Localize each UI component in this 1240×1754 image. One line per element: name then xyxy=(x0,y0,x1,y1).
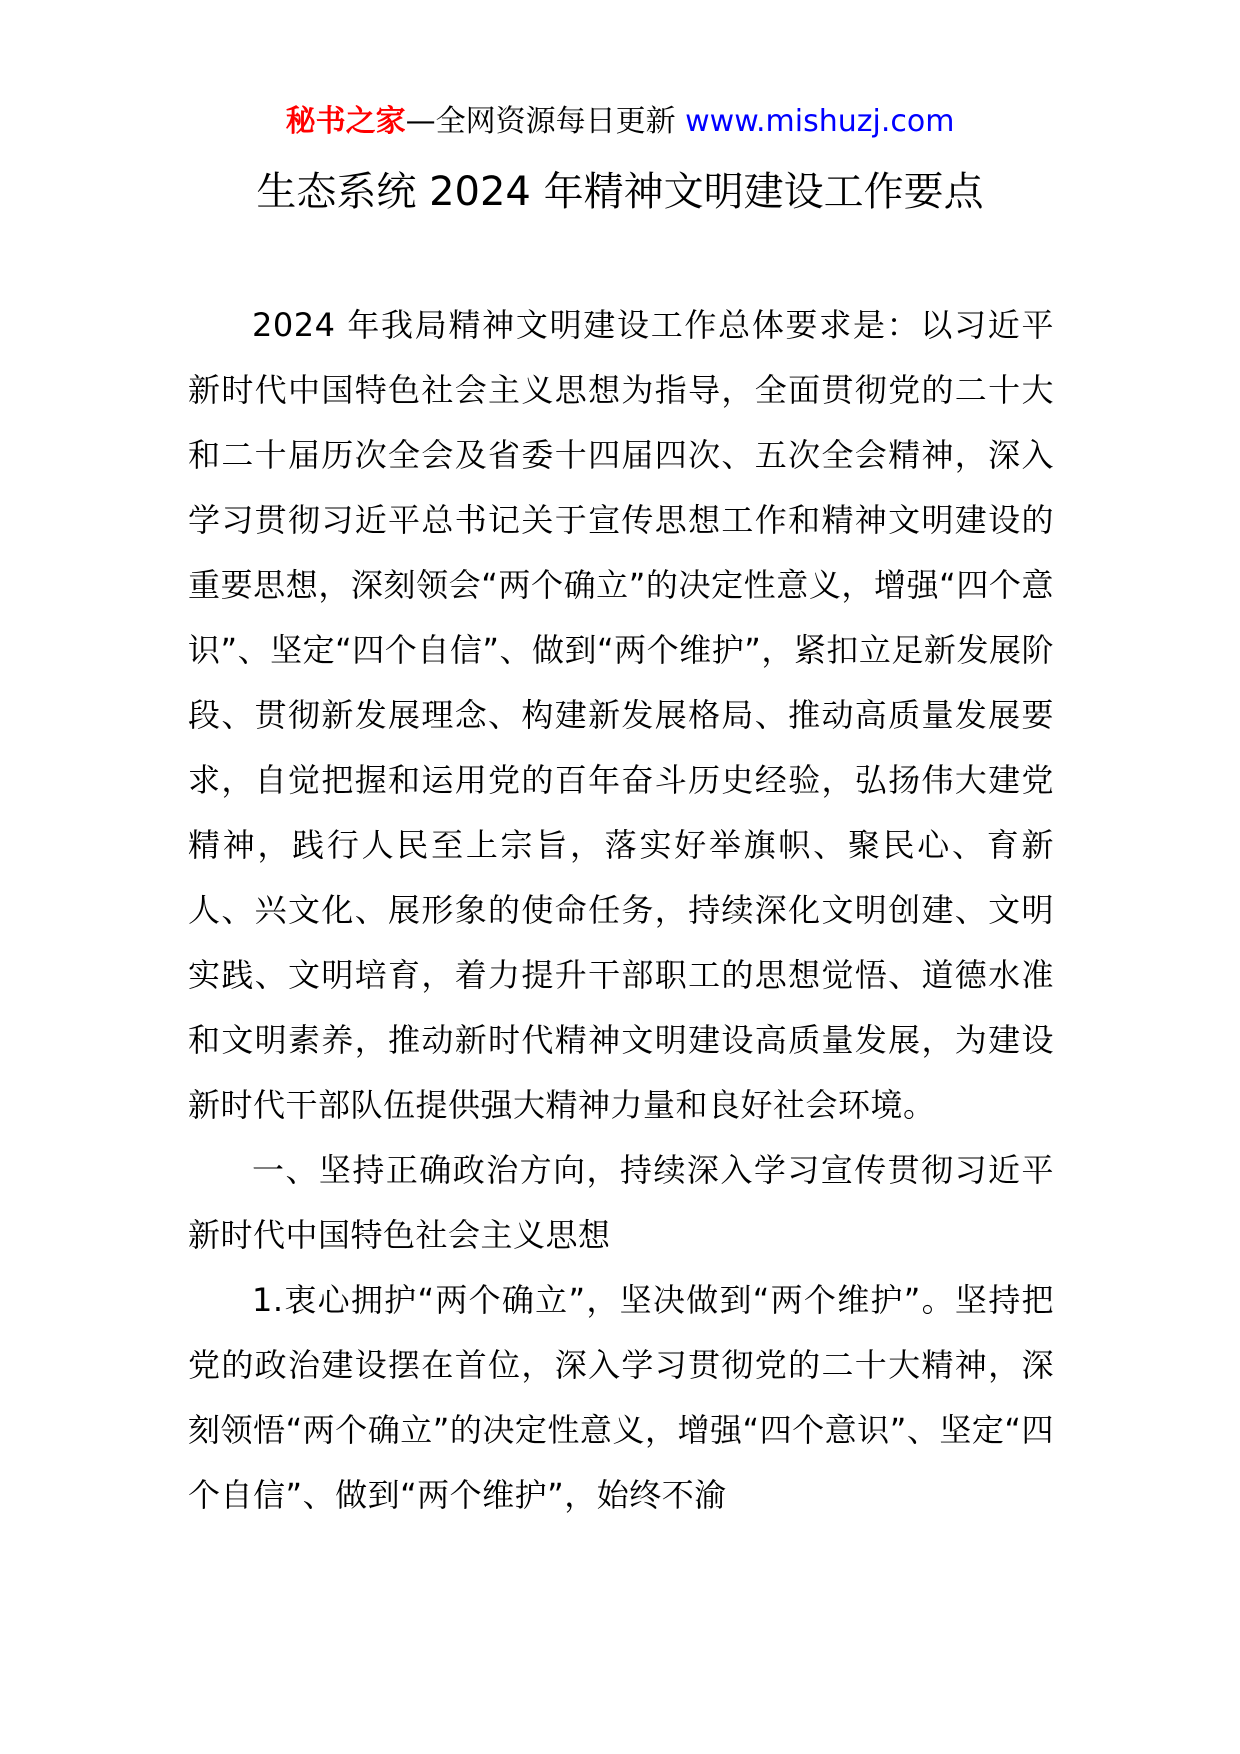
site-url-link[interactable]: www.mishuzj.com xyxy=(685,104,955,139)
item-paragraph-1: 1.衷心拥护“两个确立”，坚决做到“两个维护”。坚持把党的政治建设摆在首位，深入学习贯彻党的二十大精神，深刻领悟“两个确立”的决定性意义，增强“四个意识”、坚定“四个自信”、做到“两个维护”，始终不渝 xyxy=(188,1281,1054,1514)
section-heading-1: 一、坚持正确政治方向，持续深入学习宣传贯彻习近平新时代中国特色社会主义思想 xyxy=(188,1151,1054,1254)
site-brand: 秘书之家 xyxy=(285,104,406,139)
document-title: 生态系统 2024 年精神文明建设工作要点 xyxy=(256,169,984,215)
intro-paragraph: 2024 年我局精神文明建设工作总体要求是：以习近平新时代中国特色社会主义思想为指导，全面贯彻党的二十大和二十届历次全会及省委十四届四次、五次全会精神，深入学习贯彻习近平总书记关于宣传思想工作和精神文明建设的重要思想，深刻领会“两个确立”的决定性意义，增强“四个意识”、坚定“四个自信”、做到“两个维护”，紧扣立足新发展阶段、贯彻新发展理念、构建新发展格局、推动高质量发展要求，自觉把握和运用党的百年奋斗历史经验，弘扬伟大建党精神，践行人民至上宗旨，落实好举旗帜、聚民心、育新人、兴文化、展形象的使命任务，持续深化文明创建、文明实践、文明培育，着力提升干部职工的思想觉悟、道德水准和文明素养，推动新时代精神文明建设高质量发展，为建设新时代干部队伍提供强大精神力量和良好社会环境。 xyxy=(188,306,1054,1124)
site-header xyxy=(0,100,1240,144)
document-body xyxy=(188,293,1054,1528)
site-slogan: —全网资源每日更新 xyxy=(405,104,686,139)
